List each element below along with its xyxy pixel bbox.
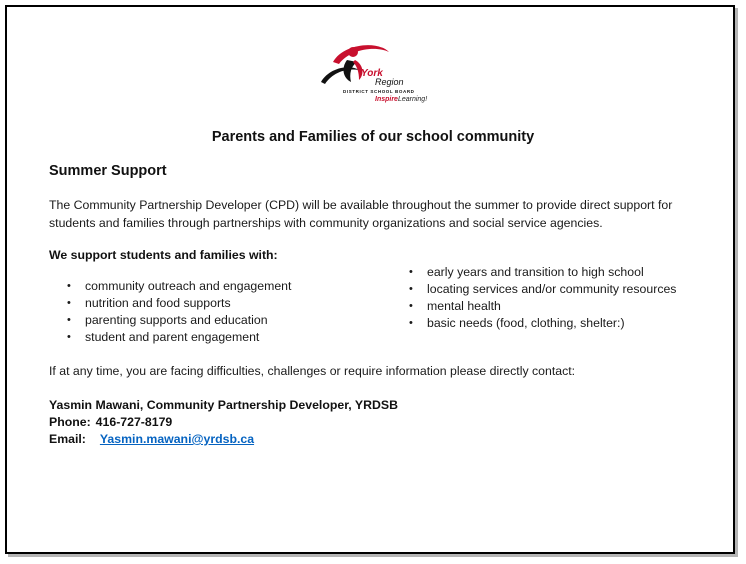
list-item: • nutrition and food supports	[67, 295, 291, 312]
logo-york-text: York	[361, 68, 383, 79]
contact-name: Yasmin Mawani, Community Partnership Developer, YRDSB	[49, 398, 398, 412]
intro-paragraph: The Community Partnership Developer (CPD) will be available throughout the summer to provide direct support for students and families through partnerships with community organizations and social service agencies.	[49, 198, 673, 230]
contact-email	[49, 432, 254, 446]
list-item: • student and parent engagement	[67, 329, 291, 346]
logo-tagline	[375, 96, 427, 103]
logo-tagline-learning: Learning!	[397, 96, 428, 103]
list-item: • basic needs (food, clothing, shelter:)	[409, 315, 676, 332]
list-item: • early years and transition to high school	[409, 264, 676, 281]
logo-board-text: DISTRICT SCHOOL BOARD	[343, 89, 415, 94]
phone-number: 416-727-8179	[95, 415, 173, 429]
phone-label: Phone:	[49, 415, 91, 429]
logo-tagline-inspire: Inspire	[375, 96, 398, 103]
list-item: • community outreach and engagement	[67, 278, 291, 295]
list-item: • locating services and/or community resources	[409, 281, 676, 298]
yrdsb-logo	[315, 38, 431, 110]
support-heading: We support students and families with:	[49, 248, 278, 262]
email-link[interactable]: Yasmin.mawani@yrdsb.ca	[99, 432, 255, 446]
page-title: Parents and Families of our school community	[211, 129, 535, 145]
support-list-left	[67, 278, 291, 346]
contact-note: If at any time, you are facing difficulties, challenges or require information please directly contact:	[49, 364, 576, 378]
contact-phone	[49, 415, 172, 429]
email-label: Email:	[49, 432, 86, 446]
support-list-right	[409, 264, 676, 332]
logo-region-text: Region	[375, 77, 404, 87]
section-heading: Summer Support	[49, 163, 167, 179]
list-item: • mental health	[409, 298, 676, 315]
list-item: • parenting supports and education	[67, 312, 291, 329]
